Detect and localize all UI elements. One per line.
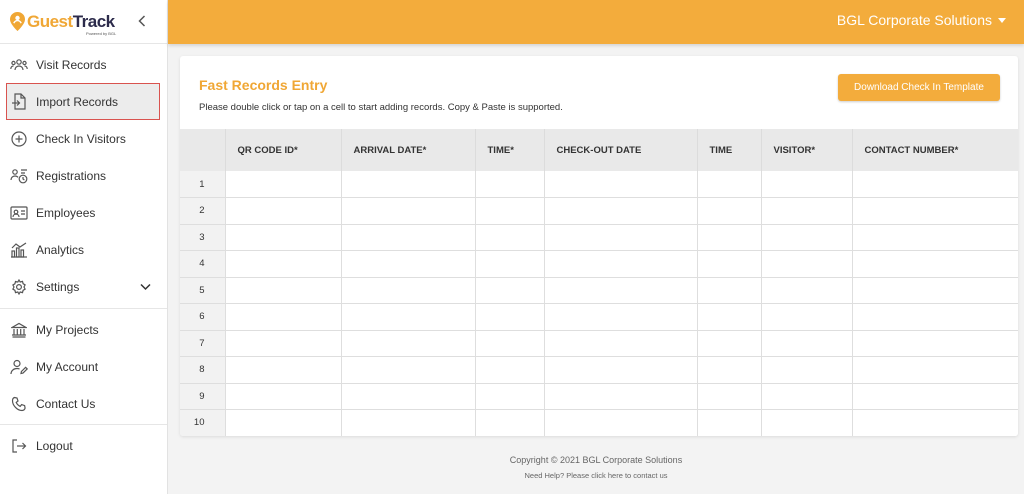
gear-icon <box>10 278 28 296</box>
download-template-button[interactable]: Download Check In Template <box>838 74 1000 101</box>
footer <box>168 455 1024 480</box>
table-cell[interactable] <box>761 304 852 331</box>
plus-circle-icon <box>10 130 28 148</box>
table-cell[interactable] <box>475 330 544 357</box>
sidebar-item-logout[interactable] <box>0 427 167 464</box>
sidebar-item-label: Check In Visitors <box>36 131 126 146</box>
powered-by: Powered by BGL <box>86 31 117 36</box>
chevron-down-icon <box>140 280 151 294</box>
analytics-icon <box>10 241 28 259</box>
row-number: 4 <box>180 251 225 278</box>
table-cell[interactable] <box>225 330 341 357</box>
table-cell[interactable] <box>761 330 852 357</box>
table-cell[interactable] <box>475 357 544 384</box>
table-cell[interactable] <box>761 171 852 198</box>
table-cell[interactable] <box>544 383 697 410</box>
caret-down-icon <box>998 18 1006 23</box>
table-cell[interactable] <box>852 198 1018 225</box>
table-row <box>180 171 1018 198</box>
table-cell[interactable] <box>697 330 761 357</box>
import-file-icon <box>10 93 28 111</box>
table-cell[interactable] <box>225 198 341 225</box>
sidebar-item-visit-records[interactable] <box>0 46 167 83</box>
sidebar-item-label: My Projects <box>36 322 99 337</box>
top-bar <box>168 0 1024 44</box>
sidebar-item-label: Registrations <box>36 168 107 183</box>
table-cell[interactable] <box>341 304 475 331</box>
column-header-check-out-time[interactable]: TIME <box>697 129 761 171</box>
table-cell[interactable] <box>697 251 761 278</box>
table-cell[interactable] <box>341 198 475 225</box>
page-title: Fast Records Entry <box>199 77 328 93</box>
table-cell[interactable] <box>341 330 475 357</box>
table-cell[interactable] <box>341 251 475 278</box>
table-cell[interactable] <box>475 224 544 251</box>
row-number: 5 <box>180 277 225 304</box>
table-cell[interactable] <box>852 251 1018 278</box>
table-cell[interactable] <box>544 277 697 304</box>
table-cell[interactable] <box>697 410 761 437</box>
sidebar <box>0 0 168 494</box>
sidebar-item-analytics[interactable] <box>0 231 167 268</box>
table-cell[interactable] <box>761 357 852 384</box>
table-cell[interactable] <box>341 357 475 384</box>
row-number: 8 <box>180 357 225 384</box>
column-header-check-out-date[interactable]: CHECK-OUT DATE <box>544 129 697 171</box>
table-cell[interactable] <box>475 304 544 331</box>
table-cell[interactable] <box>544 198 697 225</box>
sidebar-item-my-account[interactable] <box>0 348 167 385</box>
logout-icon <box>10 437 28 455</box>
table-row <box>180 198 1018 225</box>
table-cell[interactable] <box>697 224 761 251</box>
table-cell[interactable] <box>761 224 852 251</box>
table-cell[interactable] <box>225 277 341 304</box>
table-cell[interactable] <box>475 410 544 437</box>
table-cell[interactable] <box>341 277 475 304</box>
table-cell[interactable] <box>475 277 544 304</box>
sidebar-item-label: Visit Records <box>36 57 107 72</box>
row-number: 9 <box>180 383 225 410</box>
sidebar-item-check-in-visitors[interactable] <box>0 120 167 157</box>
fast-records-card <box>180 56 1018 436</box>
phone-icon <box>10 395 28 413</box>
table-cell[interactable] <box>544 330 697 357</box>
table-cell[interactable] <box>852 224 1018 251</box>
row-number: 6 <box>180 304 225 331</box>
table-cell[interactable] <box>544 357 697 384</box>
table-cell[interactable] <box>544 410 697 437</box>
table-cell[interactable] <box>544 224 697 251</box>
table-cell[interactable] <box>697 171 761 198</box>
table-row <box>180 357 1018 384</box>
row-number: 1 <box>180 171 225 198</box>
row-number: 2 <box>180 198 225 225</box>
table-row <box>180 224 1018 251</box>
table-row <box>180 410 1018 437</box>
table-row <box>180 304 1018 331</box>
row-number: 3 <box>180 224 225 251</box>
table-cell[interactable] <box>761 383 852 410</box>
row-number: 7 <box>180 330 225 357</box>
copyright-text: Copyright © 2021 BGL Corporate Solutions <box>509 455 683 465</box>
organization-selector[interactable] <box>837 12 1006 28</box>
bank-icon <box>10 321 28 339</box>
table-cell[interactable] <box>341 410 475 437</box>
table-cell[interactable] <box>225 304 341 331</box>
table-cell[interactable] <box>475 198 544 225</box>
chevron-left-icon <box>138 15 146 27</box>
table-cell[interactable] <box>697 304 761 331</box>
sidebar-item-import-records[interactable] <box>6 83 160 120</box>
user-edit-icon <box>10 358 28 376</box>
sidebar-item-label: Settings <box>36 279 80 294</box>
sidebar-item-contact-us[interactable] <box>0 385 167 422</box>
sidebar-item-settings[interactable] <box>0 268 167 305</box>
row-number: 10 <box>180 410 225 437</box>
help-text: Please double click or tap on a cell to start adding records. Copy & Paste is supported. <box>199 102 563 113</box>
table-cell[interactable] <box>697 198 761 225</box>
table-cell[interactable] <box>225 251 341 278</box>
sidebar-item-label: Contact Us <box>36 396 96 411</box>
logo[interactable] <box>0 0 167 44</box>
table-cell[interactable] <box>852 410 1018 437</box>
table-row <box>180 251 1018 278</box>
sidebar-item-label: Import Records <box>36 94 119 109</box>
records-table <box>180 129 1018 436</box>
sidebar-item-label: Employees <box>36 205 96 220</box>
table-cell[interactable] <box>697 277 761 304</box>
sidebar-item-label: My Account <box>36 359 99 374</box>
sidebar-item-label: Logout <box>36 438 73 453</box>
logo-text: GuestTrack <box>27 11 115 31</box>
table-cell[interactable] <box>852 330 1018 357</box>
sidebar-item-label: Analytics <box>36 242 85 257</box>
sidebar-item-my-projects[interactable] <box>0 311 167 348</box>
table-cell[interactable] <box>225 357 341 384</box>
table-cell[interactable] <box>852 304 1018 331</box>
table-cell[interactable] <box>761 198 852 225</box>
table-row <box>180 383 1018 410</box>
sidebar-item-registrations[interactable] <box>0 157 167 194</box>
table-cell[interactable] <box>544 304 697 331</box>
table-cell[interactable] <box>852 277 1018 304</box>
table-cell[interactable] <box>852 383 1018 410</box>
table-cell[interactable] <box>544 251 697 278</box>
column-header-time[interactable]: TIME* <box>475 129 544 171</box>
table-cell[interactable] <box>697 383 761 410</box>
table-cell[interactable] <box>225 410 341 437</box>
column-header-contact-number[interactable]: CONTACT NUMBER* <box>852 129 1018 171</box>
table-cell[interactable] <box>761 251 852 278</box>
table-cell[interactable] <box>475 251 544 278</box>
column-header-qr-code-id[interactable]: QR CODE ID* <box>225 129 341 171</box>
table-header-row <box>180 129 1018 171</box>
id-card-icon <box>10 204 28 222</box>
column-header-arrival-date[interactable]: ARRIVAL DATE* <box>341 129 475 171</box>
table-cell[interactable] <box>225 171 341 198</box>
logo-pin-icon <box>10 12 25 31</box>
table-cell[interactable] <box>761 410 852 437</box>
table-cell[interactable] <box>341 224 475 251</box>
table-cell[interactable] <box>341 171 475 198</box>
table-row <box>180 330 1018 357</box>
table-cell[interactable] <box>341 383 475 410</box>
table-cell[interactable] <box>852 357 1018 384</box>
column-header-row-number <box>180 129 225 171</box>
visitors-icon <box>10 56 28 74</box>
column-header-visitor[interactable]: VISITOR* <box>761 129 852 171</box>
organization-name: BGL Corporate Solutions <box>836 12 992 28</box>
table-row <box>180 277 1018 304</box>
table-cell[interactable] <box>697 357 761 384</box>
registrations-icon <box>10 167 28 185</box>
table-cell[interactable] <box>225 383 341 410</box>
sidebar-item-employees[interactable] <box>0 194 167 231</box>
table-cell[interactable] <box>761 277 852 304</box>
collapse-sidebar-button[interactable] <box>135 13 149 29</box>
table-cell[interactable] <box>475 171 544 198</box>
table-cell[interactable] <box>475 383 544 410</box>
table-cell[interactable] <box>225 224 341 251</box>
table-cell[interactable] <box>852 171 1018 198</box>
table-cell[interactable] <box>544 171 697 198</box>
help-link[interactable]: Need Help? Please click here to contact us <box>524 471 668 480</box>
